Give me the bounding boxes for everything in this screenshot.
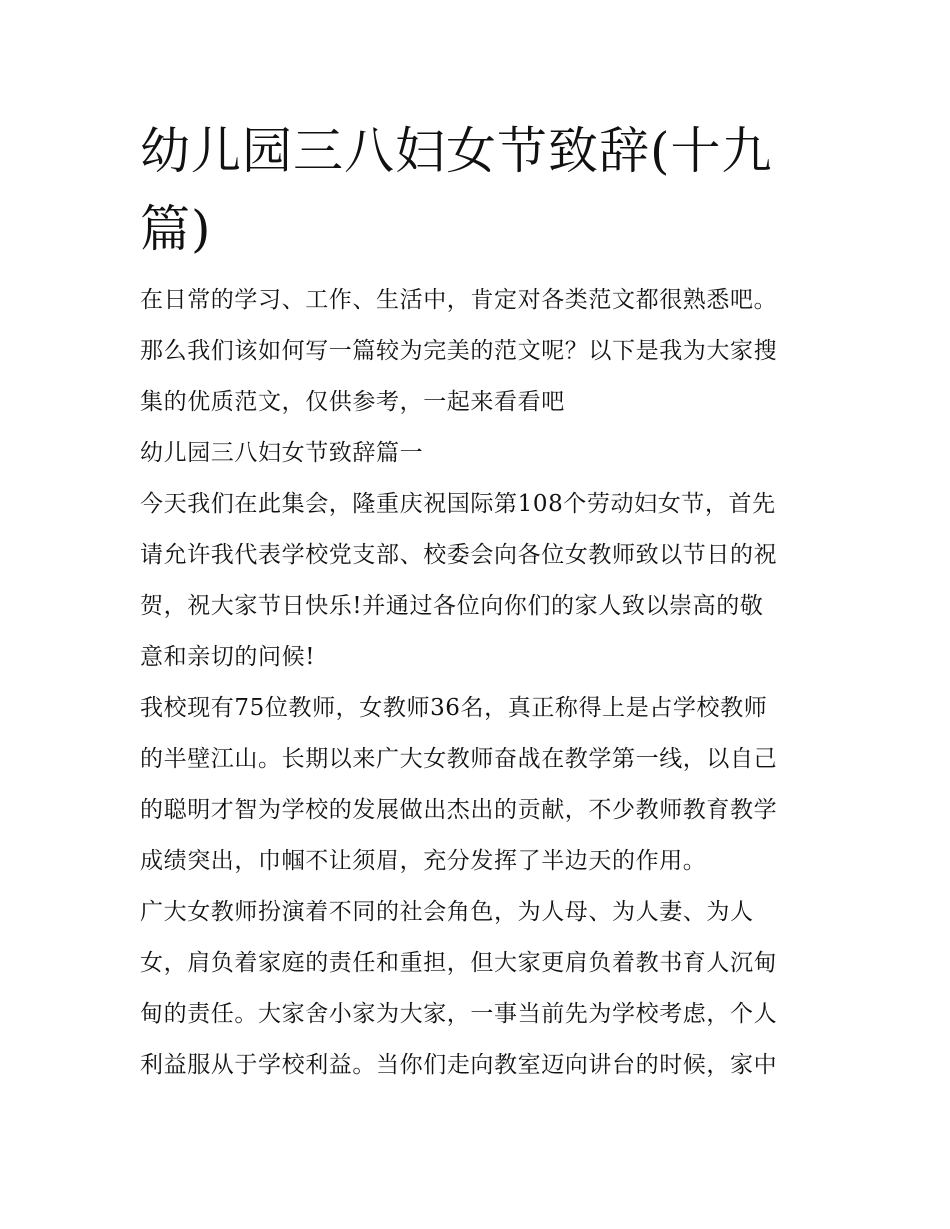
title-line: 幼儿园三八妇女节致辞(十九 [140,122,773,180]
paragraph-line: 女，肩负着家庭的责任和重担，但大家更肩负着教书育人沉甸 [140,950,778,976]
paragraph-line: 意和亲切的问候! [140,644,316,670]
paragraph-line: 的半壁江山。长期以来广大女教师奋战在教学第一线，以自己 [140,746,778,772]
title-line: 篇) [140,200,212,258]
document-title [140,112,790,268]
paragraph-line: 今天我们在此集会，隆重庆祝国际第108个劳动妇女节，首先 [140,491,776,517]
paragraph-line: 在日常的学习、工作、生活中，肯定对各类范文都很熟悉吧。 [140,287,778,313]
paragraph-line: 利益服从于学校利益。当你们走向教室迈向讲台的时候，家中 [140,1052,778,1078]
paragraph-line: 贺，祝大家节日快乐!并通过各位向你们的家人致以崇高的敬 [140,593,764,619]
paragraph-line: 请允许我代表学校党支部、校委会向各位女教师致以节日的祝 [140,542,778,568]
paragraph-line: 那么我们该如何写一篇较为完美的范文呢？以下是我为大家搜 [140,338,778,364]
paragraph-line: 广大女教师扮演着不同的社会角色，为人母、为人妻、为人 [140,899,754,925]
paragraph-line: 甸的责任。大家舍小家为大家，一事当前先为学校考虑，个人 [140,1001,778,1027]
paragraph-line: 的聪明才智为学校的发展做出杰出的贡献，不少教师教育教学 [140,797,778,823]
document-body [140,275,820,1091]
paragraph-line: 集的优质范文，仅供参考，一起来看看吧 [140,389,565,415]
paragraph-line: 我校现有75位教师，女教师36名，真正称得上是占学校教师 [140,695,768,721]
paragraph-line: 成绩突出，巾帼不让须眉，充分发挥了半边天的作用。 [140,848,707,874]
section-heading: 幼儿园三八妇女节致辞篇一 [140,440,424,466]
